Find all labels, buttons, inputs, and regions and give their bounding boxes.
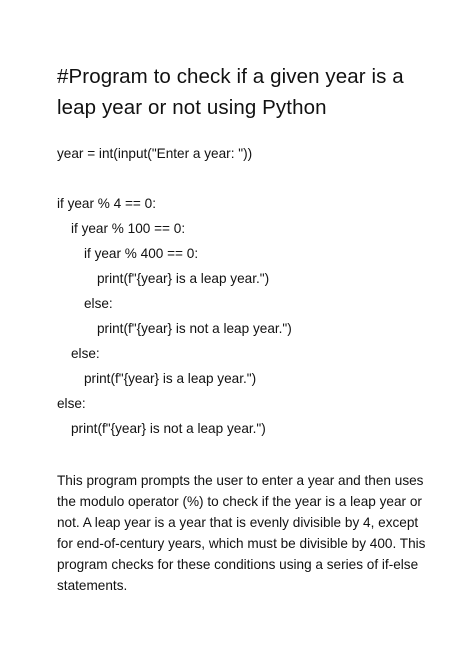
code-line: if year % 100 == 0: xyxy=(71,221,186,236)
code-line: else: xyxy=(57,396,86,411)
description-paragraph: This program prompts the user to enter a year and then uses the modulo operator (%) to check if the year is a leap year or not. A leap year is a year that is evenly divisible by 4, except for end-of-century years, which must be divisible by 400. This program checks for these conditions using a series of if-else statements. xyxy=(57,473,426,593)
code-line: else: xyxy=(71,346,100,361)
code-line: if year % 4 == 0: xyxy=(57,196,156,211)
code-line: year = int(input("Enter a year: ")) xyxy=(57,146,253,161)
code-line: if year % 400 == 0: xyxy=(84,246,199,261)
code-line: print(f"{year} is a leap year.") xyxy=(84,371,257,386)
document-title: #Program to check if a given year is a leap year or not using Python xyxy=(57,65,404,119)
code-line: print(f"{year} is a leap year.") xyxy=(97,271,270,286)
code-line: else: xyxy=(84,296,113,311)
code-line: print(f"{year} is not a leap year.") xyxy=(97,321,292,336)
code-line: print(f"{year} is not a leap year.") xyxy=(71,421,266,436)
